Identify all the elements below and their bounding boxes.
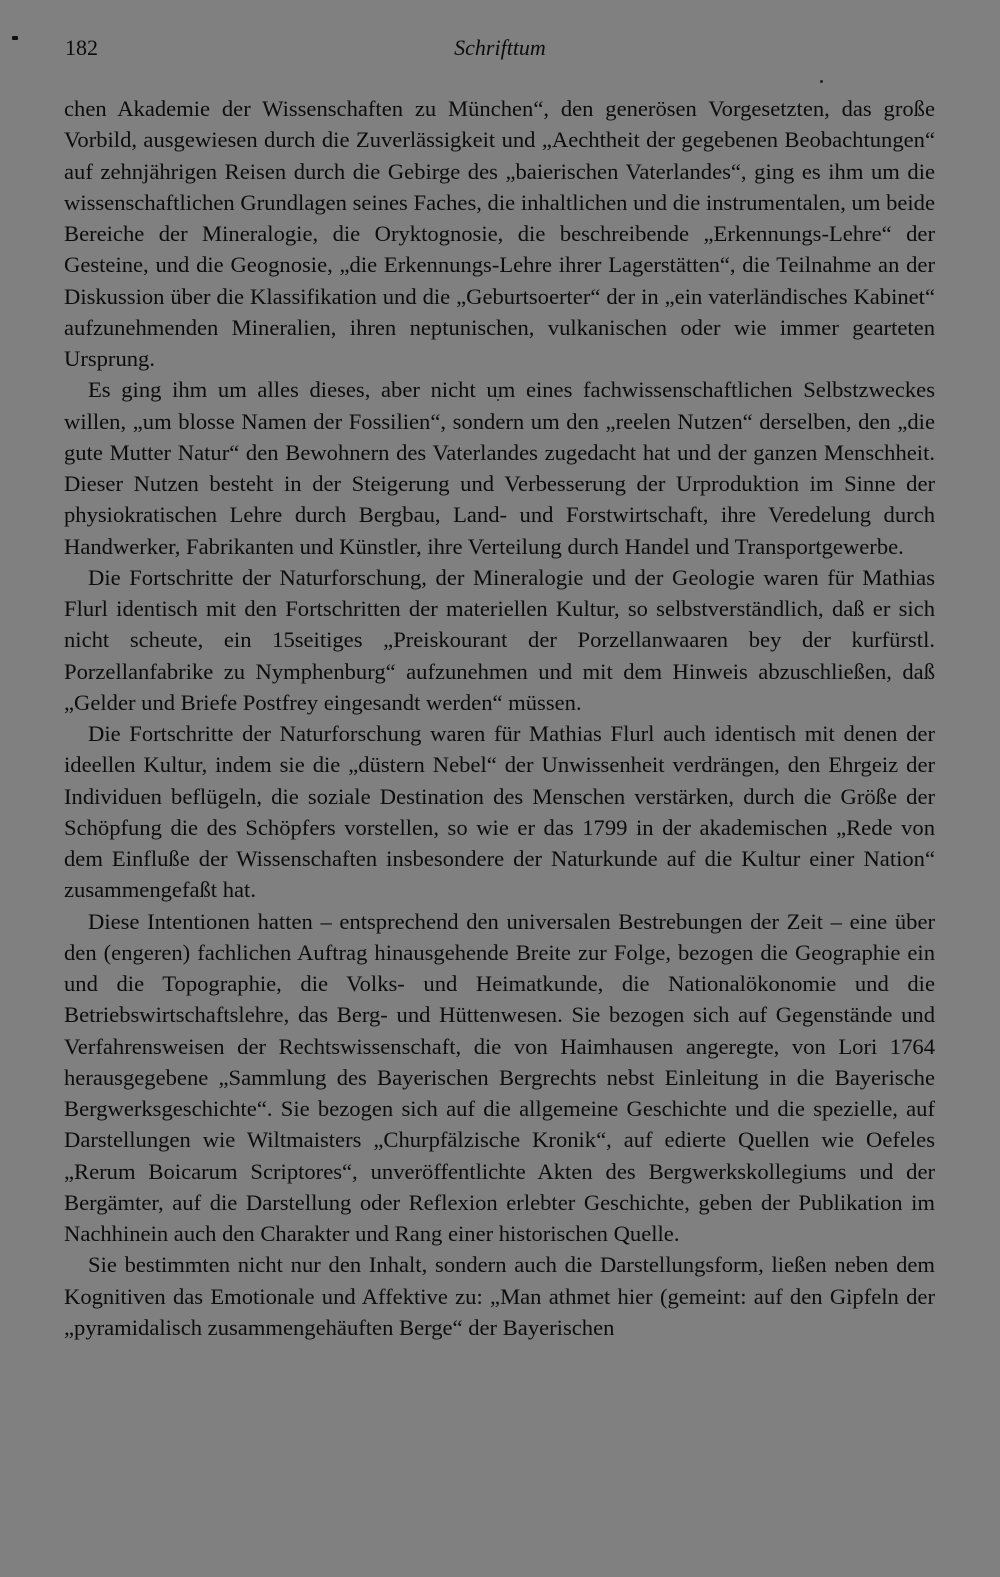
page-body [64, 93, 935, 1343]
page-header [65, 35, 935, 65]
scan-mark [12, 36, 18, 40]
paragraph: Es ging ihm um alles dieses, aber nicht um eines fachwissenschaftlichen Selbstzweckes willen, „um blosse Namen der Fossilien“, sondern um den „reelen Nutzen“ derselben, den „die gute Mutter Natur“ den Bewohnern des Vaterlandes zugedacht hat und der ganzen Menschheit. Dieser Nutzen besteht in der Steigerung und Verbesserung der Urproduktion im Sinne der physiokratischen Lehre durch Bergbau, Land- und Forstwirtschaft, ihre Veredelung durch Handwerker, Fabrikanten und Künstler, ihre Verteilung durch Handel und Transportgewerbe. [64, 377, 935, 559]
running-head: Schrifttum [454, 35, 546, 60]
paragraph: Die Fortschritte der Naturforschung, der Mineralogie und der Geologie waren für Mathias Flurl identisch mit den Fortschritten der materiellen Kultur, so selbstverständlich, daß er sich nicht scheute, ein 15seitiges „Preiskourant der Porzellanwaaren bey der kurfürstl. Porzellanfabrike zu Nymphenburg“ aufzunehmen und mit dem Hinweis abzuschließen, daß „Gelder und Briefe Postfrey eingesandt werden“ müssen. [64, 564, 935, 715]
scan-speck [820, 80, 823, 83]
paragraph: Diese Intentionen hatten – entsprechend den universalen Bestrebungen der Zeit – eine über den (engeren) fachlichen Auftrag hinausgehende Breite zur Folge, bezogen die Geographie ein und die Topographie, die Volks- und Heimatkunde, die Nationalökonomie und die Betriebswirtschaftslehre, das Berg- und Hüttenwesen. Sie bezogen sich auf Gegenstände und Verfahrensweisen der Rechtswissenschaft, die von Haimhausen angeregte, von Lori 1764 herausgegebene „Sammlung des Bayerischen Bergrechts nebst Einleitung in die Bayerische Bergwerksgeschichte“. Sie bezogen sich auf die allgemeine Geschichte und die spezielle, auf Darstellungen wie Wiltmaisters „Churpfälzische Kronik“, auf edierte Quellen wie Oefeles „Rerum Boicarum Scriptores“, unveröffentlichte Akten des Bergwerkskollegiums und der Bergämter, auf die Darstellung oder Reflexion erlebter Geschichte, geben der Publikation im Nachhinein auch den Charakter und Rang einer historischen Quelle. [64, 908, 935, 1246]
paragraph: Die Fortschritte der Naturforschung waren für Mathias Flurl auch identisch mit denen der ideellen Kultur, indem sie die „düstern Nebel“ der Unwissenheit verdrängen, den Ehrgeiz der Individuen beflügeln, die soziale Destination des Menschen verstärken, durch die Größe der Schöpfung die des Schöpfers vorstellen, so wie er das 1799 in der akademischen „Rede von dem Einfluße der Wissenschaften insbesondere der Naturkunde auf die Kultur einer Nation“ zusammengefaßt hat. [64, 721, 935, 903]
paragraph: chen Akademie der Wissenschaften zu München“, den generösen Vorgesetzten, das große Vorbild, ausgewiesen durch die Zuverlässigkeit und „Aechtheit der gegebenen Beobachtungen“ auf zehnjährigen Reisen durch die Gebirge des „baierischen Vaterlandes“, ging es ihm um die wissenschaftlichen Grundlagen seines Faches, die inhaltlichen und die instrumentalen, um beide Bereiche der Mineralogie, die Oryktognosie, die beschreibende „Erkennungs-Lehre“ der Gesteine, und die Geognosie, „die Erkennungs-Lehre ihrer Lagerstätten“, die Teilnahme an der Diskussion über die Klassifikation und die „Geburtsoerter“ der in „ein vaterländisches Kabinet“ aufzunehmenden Mineralien, ihren neptunischen, vulkanischen oder wie immer gearteten Ursprung. [64, 96, 935, 371]
paragraph: Sie bestimmten nicht nur den Inhalt, sondern auch die Darstellungsform, ließen neben dem Kognitiven das Emotionale und Affektive zu: „Man athmet hier (gemeint: auf den Gipfeln der „pyramidalisch zusammengehäuften Berge“ der Bayerischen [64, 1252, 935, 1340]
page-number: 182 [65, 35, 98, 60]
